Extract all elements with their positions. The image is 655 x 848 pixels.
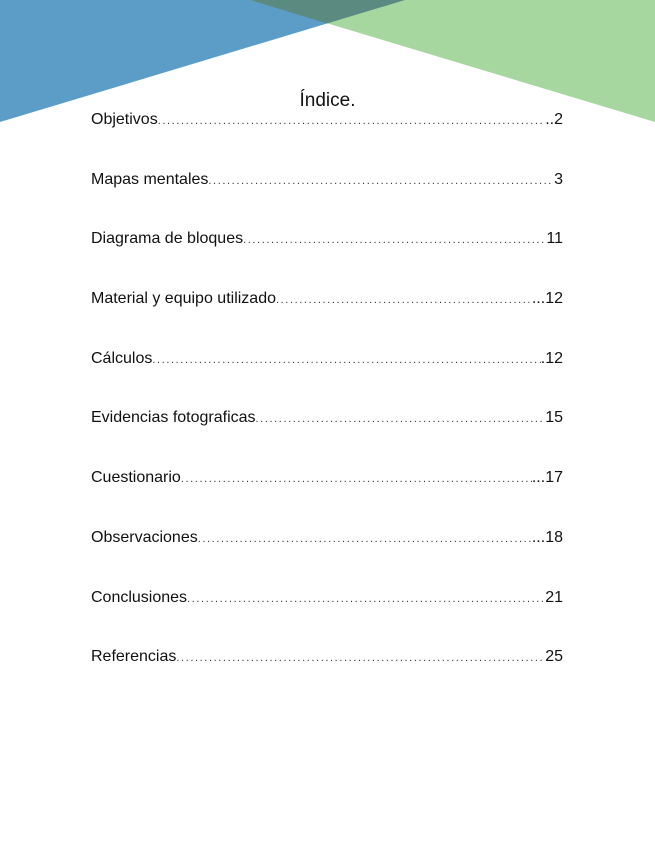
toc-entry[interactable] xyxy=(91,108,563,168)
toc-entry[interactable] xyxy=(91,406,563,466)
toc-dot-leader xyxy=(208,168,554,190)
toc-entry-page: 11 xyxy=(546,230,563,248)
toc-dot-leader xyxy=(187,586,545,608)
toc-entry-page: ...18 xyxy=(531,528,563,546)
toc-entry[interactable] xyxy=(91,645,563,705)
toc-entry[interactable] xyxy=(91,168,563,228)
toc-entry[interactable] xyxy=(91,347,563,407)
toc-entry-page: 15 xyxy=(545,409,563,427)
toc-entry[interactable] xyxy=(91,287,563,347)
table-of-contents xyxy=(91,108,563,705)
toc-entry-label: Evidencias fotograficas xyxy=(91,409,256,427)
toc-dot-leader xyxy=(256,406,546,428)
toc-entry-page: 21 xyxy=(545,588,563,606)
toc-entry-page: .12 xyxy=(540,349,563,367)
toc-entry-page: ...12 xyxy=(531,290,563,308)
toc-entry[interactable] xyxy=(91,586,563,646)
toc-entry-label: Referencias xyxy=(91,648,177,666)
toc-entry[interactable] xyxy=(91,526,563,586)
page-title: Índice. xyxy=(299,89,356,111)
toc-entry-label: Conclusiones xyxy=(91,588,188,606)
toc-dot-leader xyxy=(181,466,532,488)
toc-entry-page: ...17 xyxy=(531,469,563,487)
toc-entry-label: Cálculos xyxy=(91,349,153,367)
toc-entry[interactable] xyxy=(91,466,563,526)
toc-entry[interactable] xyxy=(91,227,563,287)
toc-entry-label: Objetivos xyxy=(91,111,158,128)
toc-entry-page: 25 xyxy=(545,648,563,666)
toc-entry-page: 3 xyxy=(554,170,563,188)
toc-dot-leader xyxy=(176,645,545,667)
toc-dot-leader xyxy=(152,347,540,369)
toc-dot-leader xyxy=(276,287,532,309)
toc-entry-label: Cuestionario xyxy=(91,469,181,487)
toc-entry-label: Observaciones xyxy=(91,528,198,546)
toc-entry-label: Mapas mentales xyxy=(91,170,209,188)
toc-dot-leader xyxy=(198,526,532,548)
toc-entry-label: Material y equipo utilizado xyxy=(91,290,276,308)
toc-entry-page: ..2 xyxy=(545,111,563,128)
toc-entry-label: Diagrama de bloques xyxy=(91,230,244,248)
toc-dot-leader xyxy=(243,227,546,249)
toc-dot-leader xyxy=(158,108,546,130)
